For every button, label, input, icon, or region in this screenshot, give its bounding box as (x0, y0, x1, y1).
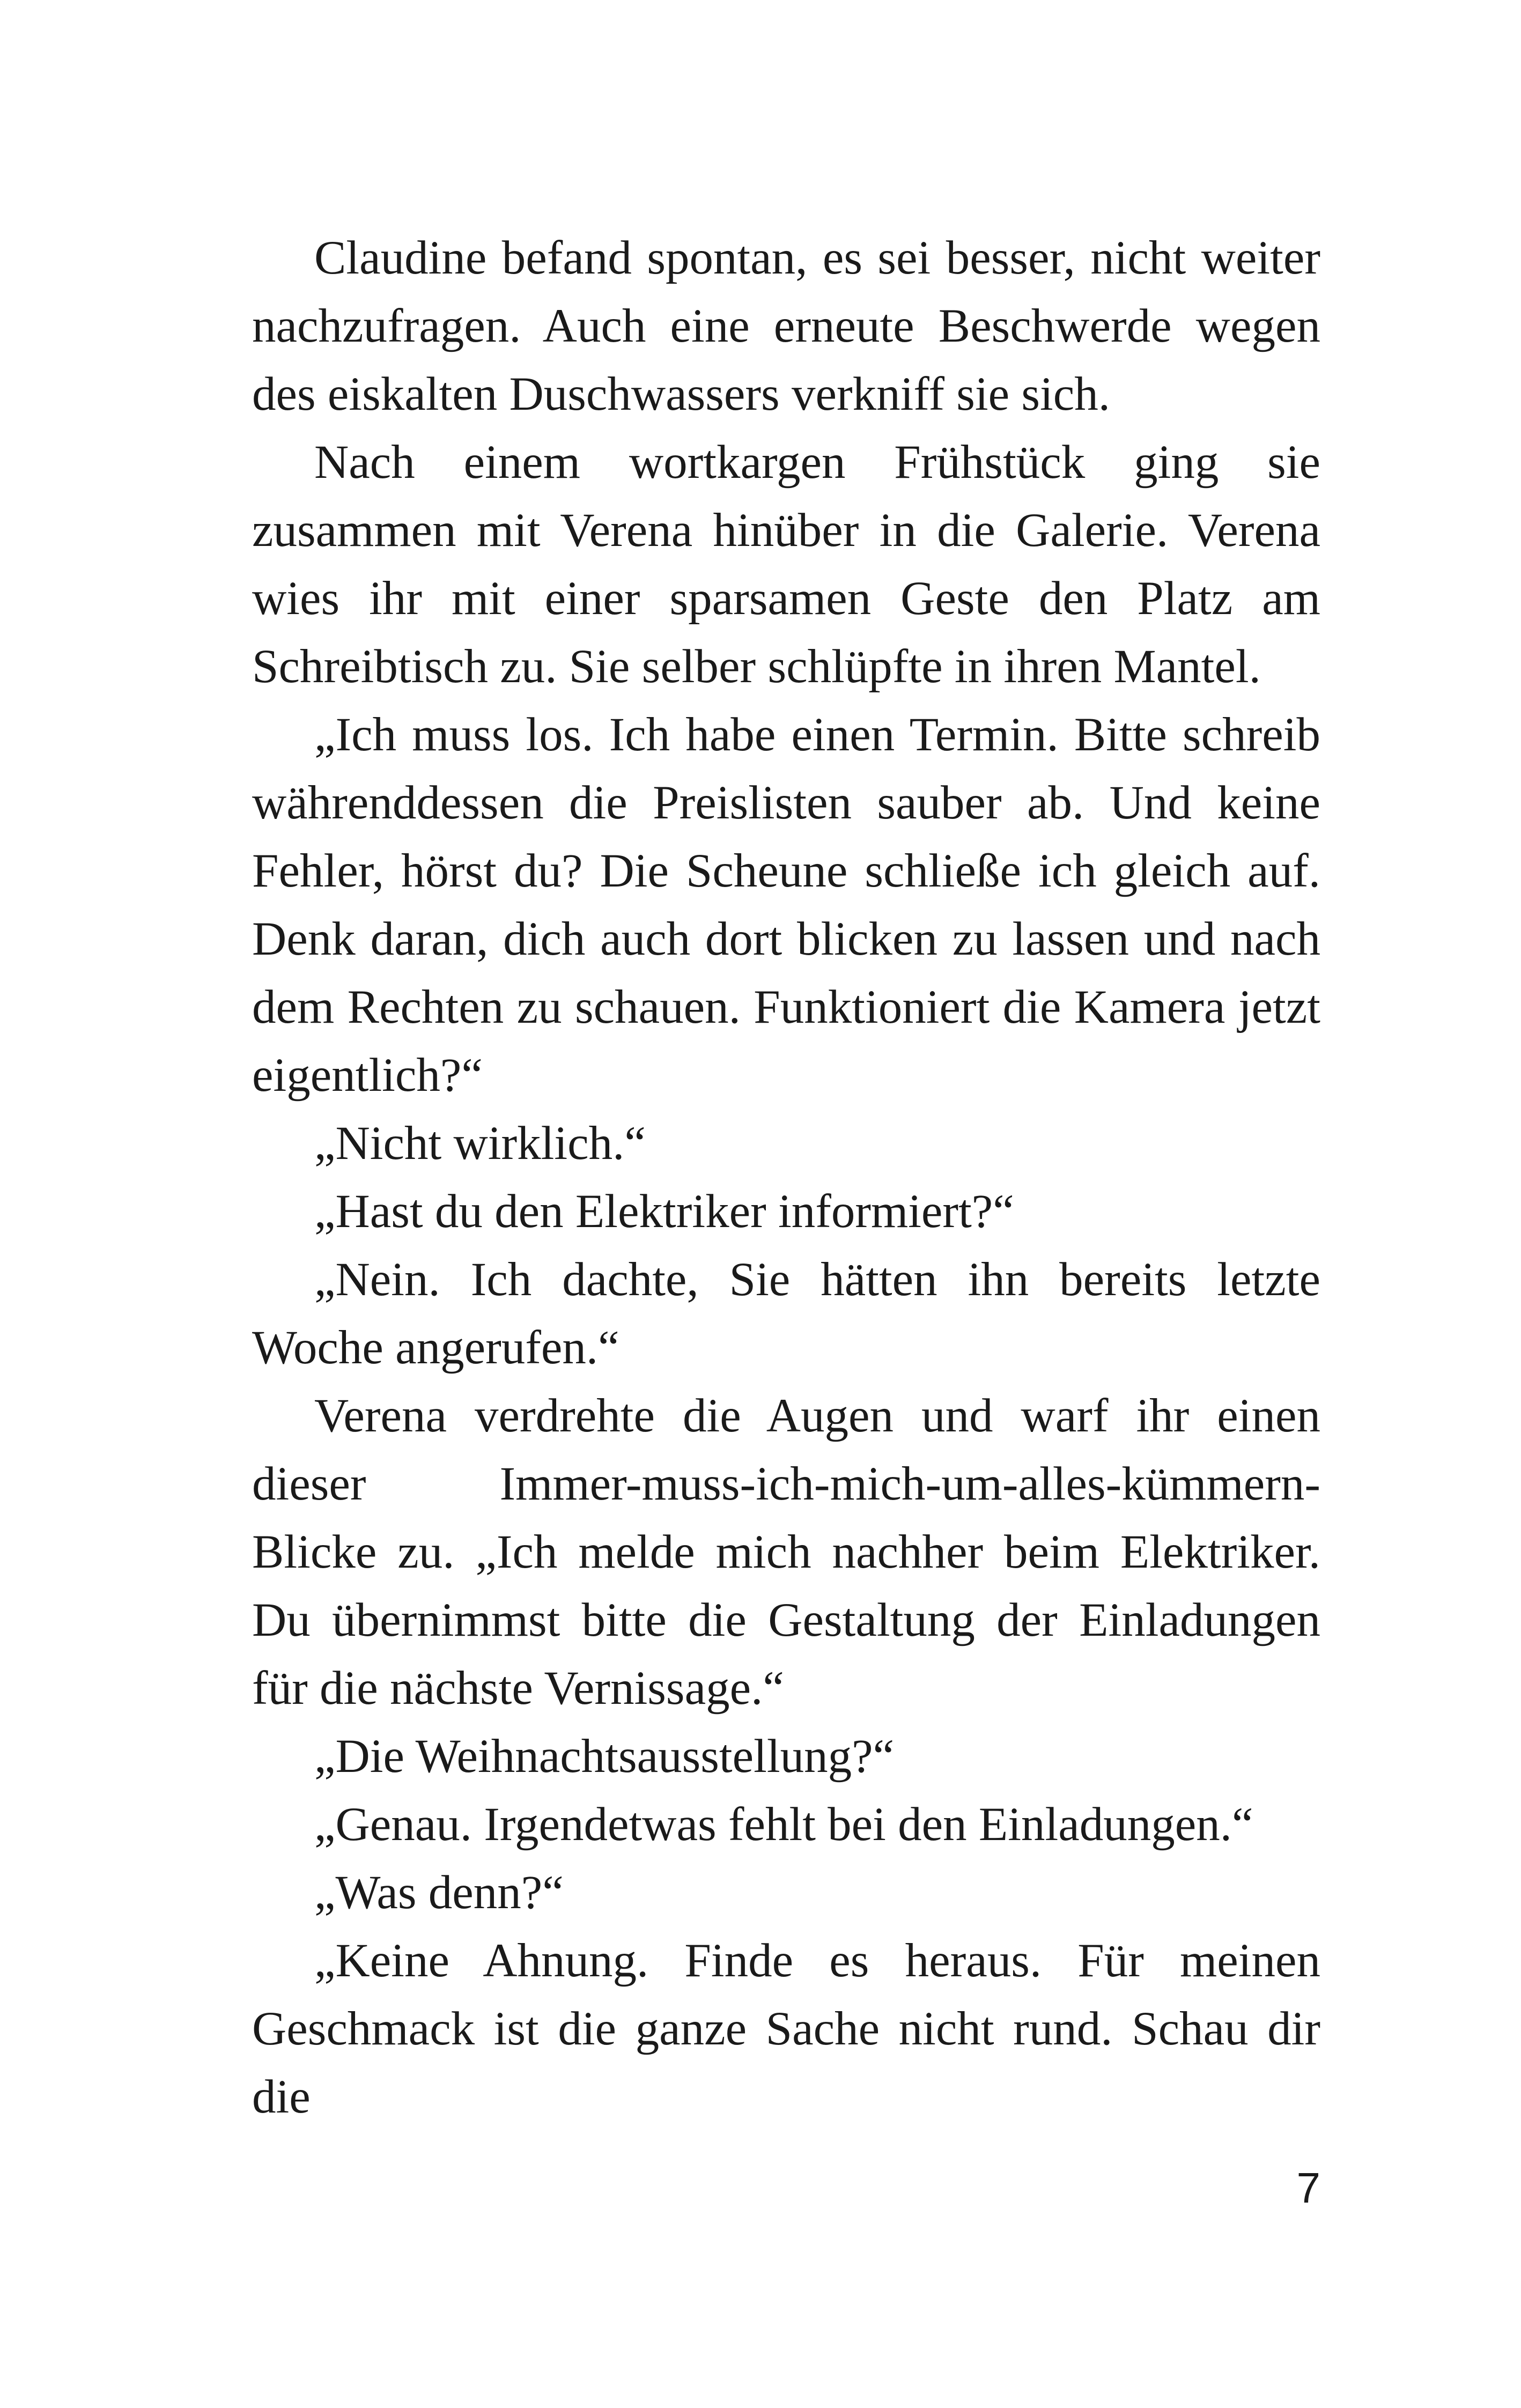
body-text (252, 224, 1320, 2131)
paragraph: „Nein. Ich dachte, Sie hätten ihn bereits letzte Woche angerufen.“ (252, 1253, 1320, 1374)
page-number: 7 (1296, 2164, 1320, 2212)
paragraph: „Genau. Irgendetwas fehlt bei den Einladungen.“ (314, 1798, 1253, 1851)
paragraph: „Nicht wirklich.“ (314, 1117, 646, 1170)
paragraph: Claudine befand spontan, es sei besser, nicht weiter nachzufragen. Auch eine erneute Beschwerde wegen des eiskalten Duschwassers verkniff sie sich. (252, 232, 1320, 420)
paragraph: Nach einem wortkargen Frühstück ging sie zusammen mit Verena hinüber in die Galerie. Verena wies ihr mit einer sparsamen Geste den Platz am Schreibtisch zu. Sie selber schlüpfte in ihren Mantel. (252, 436, 1320, 693)
paragraph: „Hast du den Elektriker informiert?“ (314, 1185, 1014, 1238)
paragraph: „Ich muss los. Ich habe einen Termin. Bitte schreib währenddessen die Preislisten sauber ab. Und keine Fehler, hörst du? Die Scheune schließe ich gleich auf. Denk daran, dich auch dort blicken zu lassen und nach dem Rechten zu schauen. Funktioniert die Kamera jetzt eigentlich?“ (252, 708, 1320, 1102)
paragraph: „Was denn?“ (314, 1866, 564, 1919)
paragraph: „Die Weihnachtsausstellung?“ (314, 1730, 895, 1783)
paragraph: „Keine Ahnung. Finde es heraus. Für meinen Geschmack ist die ganze Sache nicht rund. Schau dir die (252, 1934, 1320, 2123)
paragraph: Verena verdrehte die Augen und warf ihr einen dieser Immer-muss-ich-mich-um-alles-kümmern-Blicke zu. „Ich melde mich nachher beim Elektriker. Du übernimmst bitte die Gestaltung der Einladungen für die nächste Vernissage.“ (252, 1390, 1320, 1715)
